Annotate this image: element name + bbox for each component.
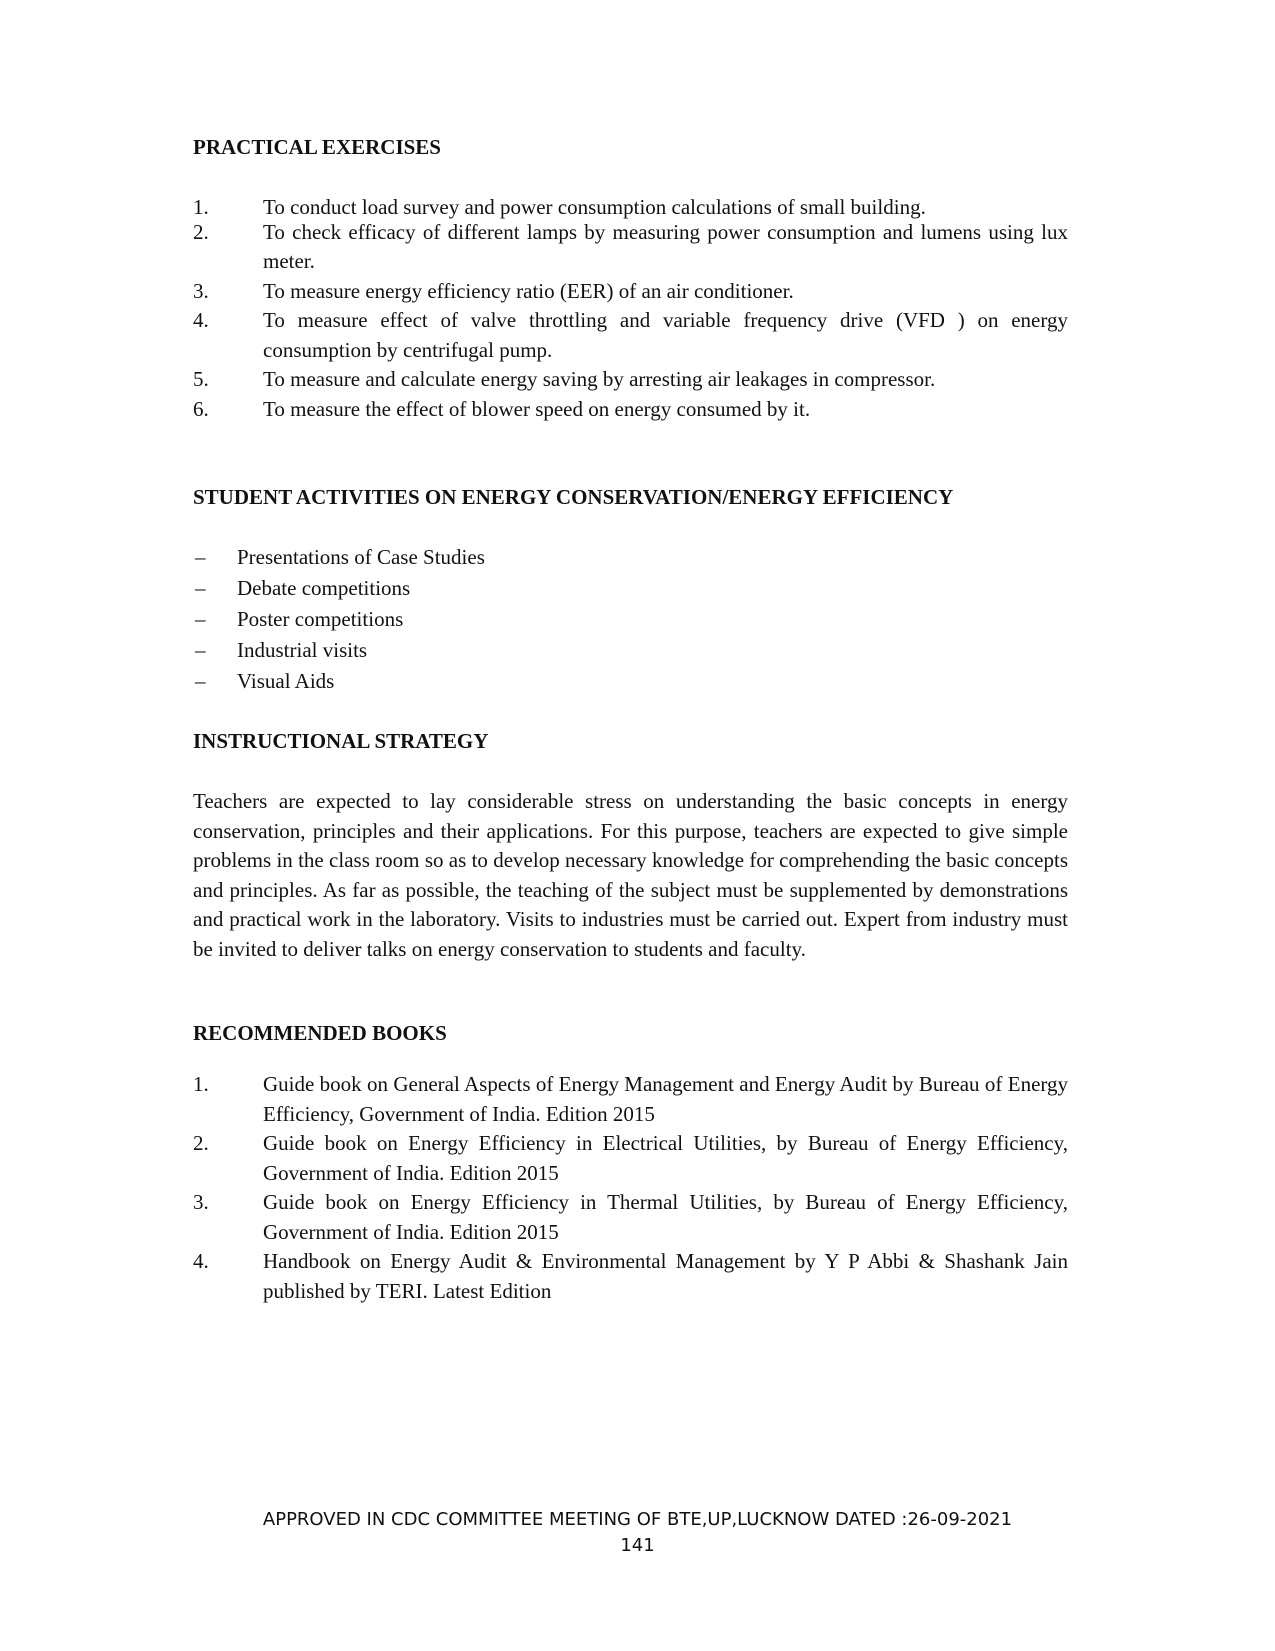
recommended-books-heading: RECOMMENDED BOOKS [193,1021,447,1045]
dash-bullet-icon: – [195,669,206,693]
dash-bullet-icon: – [195,545,206,569]
item-number: 3. [193,1190,209,1214]
item-number: 4. [193,308,209,332]
list-item [193,1247,1068,1306]
dash-bullet-icon: – [195,638,206,662]
item-text: Guide book on Energy Efficiency in Thermal Utilities, by Bureau of Energy Efficiency, Government of India. Edition 2015 [263,1190,1068,1244]
page-number: 141 [620,1535,655,1556]
item-number: 1. [193,195,209,219]
item-text: Poster competitions [237,607,404,631]
practical-exercises-list [193,193,1068,424]
item-text: To measure energy efficiency ratio (EER) of an air conditioner. [263,278,794,303]
list-item [193,395,1068,425]
dash-bullet-icon: – [195,607,206,631]
instructional-strategy-heading: INSTRUCTIONAL STRATEGY [193,729,489,753]
item-text: To check efficacy of different lamps by measuring power consumption and lumens using lux meter. [263,219,1068,273]
list-item [193,277,1068,307]
dash-bullet-icon: – [195,576,206,600]
list-item [193,635,793,666]
list-item [193,573,793,604]
item-number: 5. [193,367,209,391]
item-number: 1. [193,1072,209,1096]
item-number: 2. [193,219,209,244]
list-item [193,666,793,697]
item-number: 2. [193,1131,209,1155]
recommended-books-list [193,1070,1068,1306]
item-text: To measure the effect of blower speed on energy consumed by it. [263,396,811,421]
student-activities-heading: STUDENT ACTIVITIES ON ENERGY CONSERVATION/ENERGY EFFICIENCY [193,485,954,509]
item-text: Guide book on General Aspects of Energy Management and Energy Audit by Bureau of Energy Efficiency, Government of India. Edition 2015 [263,1072,1068,1126]
item-text: Industrial visits [237,638,368,662]
item-number: 3. [193,278,209,303]
list-item [193,1188,1068,1247]
item-text: Guide book on Energy Efficiency in Electrical Utilities, by Bureau of Energy Efficiency, Government of India. Edition 2015 [263,1131,1068,1185]
list-item [193,542,793,573]
practical-exercises-heading: PRACTICAL EXERCISES [193,135,441,159]
item-text: Visual Aids [237,669,335,693]
item-text: Presentations of Case Studies [237,545,485,569]
list-item [193,365,1068,395]
list-item [193,604,793,635]
item-text: To measure effect of valve throttling and variable frequency drive (VFD ) on energy consumption by centrifugal pump. [263,308,1068,362]
item-text: Debate competitions [237,576,411,600]
instructional-strategy-paragraph: Teachers are expected to lay considerable stress on understanding the basic concepts in energy conservation, principles and their applications. For this purpose, teachers are expected to give simple problems in the class room so as to develop necessary knowledge for comprehending the basic concepts and principles. As far as possible, the teaching of the subject must be supplemented by demonstrations and practical work in the laboratory. Visits to industries must be carried out. Expert from industry must be invited to deliver talks on energy conservation to students and faculty. [193,789,1068,961]
list-item [193,306,1068,365]
item-text: Handbook on Energy Audit & Environmental Management by Y P Abbi & Shashank Jain published by TERI. Latest Edition [263,1249,1068,1303]
item-number: 6. [193,396,209,421]
item-text: To measure and calculate energy saving by arresting air leakages in compressor. [263,367,936,391]
item-number: 4. [193,1249,209,1273]
list-item [193,1070,1068,1129]
list-item [193,218,1068,277]
approval-footer: APPROVED IN CDC COMMITTEE MEETING OF BTE,UP,LUCKNOW DATED :26-09-2021 [262,1509,1013,1530]
list-item [193,1129,1068,1188]
item-text: To conduct load survey and power consumption calculations of small building. [263,195,926,219]
student-activities-list [193,542,793,697]
